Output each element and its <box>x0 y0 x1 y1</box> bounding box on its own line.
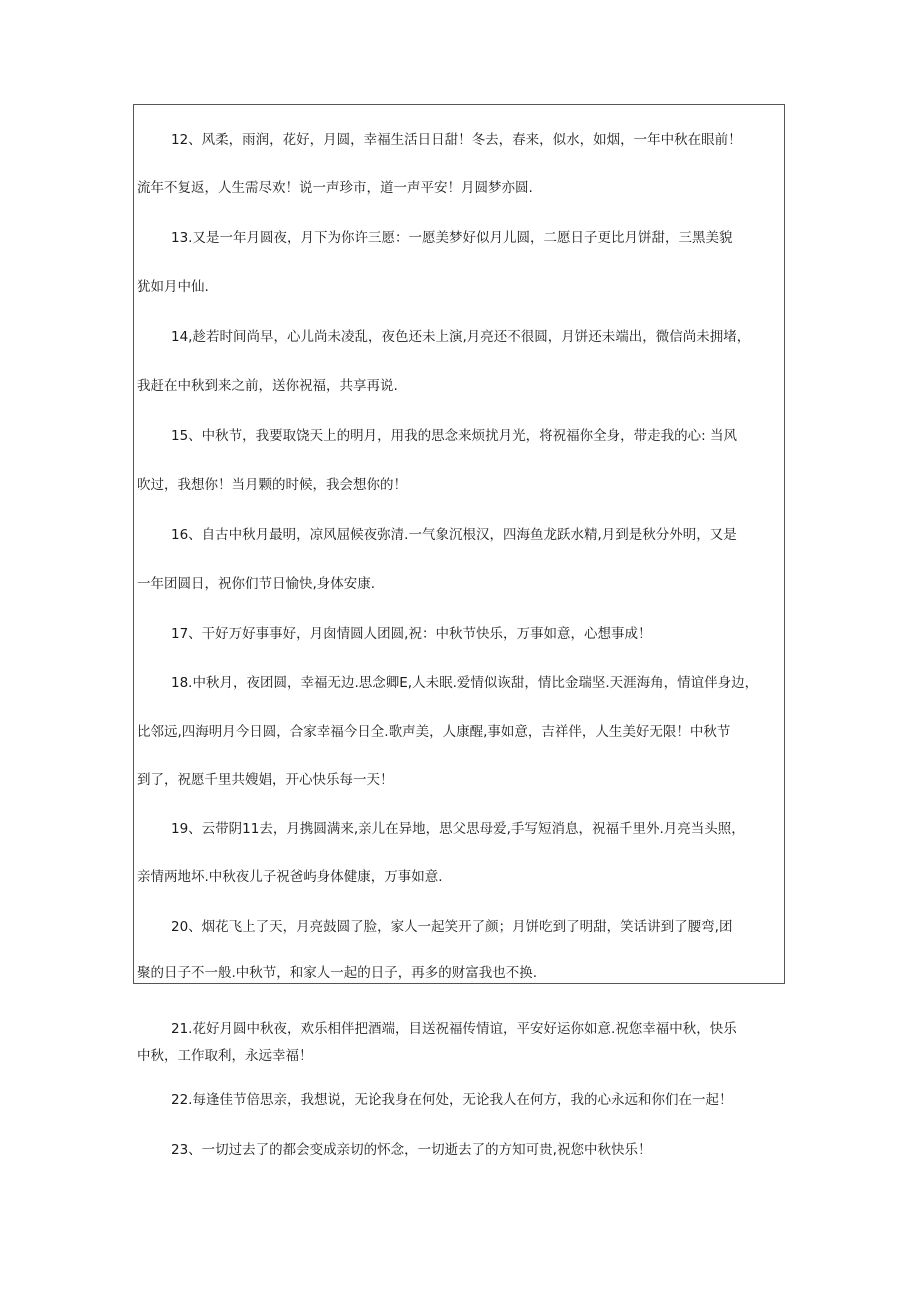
item-17-line-1: 17、干好万好事事好，月囱情圆人团圆,祝：中秋节快乐，万事如意，心想事成！ <box>171 626 652 642</box>
item-12-line-2: 流年不复返，人生需尽欢！说一声珍市，道一声平安！月圆梦亦圆. <box>137 180 533 196</box>
item-15-line-1: 15、中秋节，我要取饶天上的明月，用我的思念来烦扰月光，将祝福你全身，带走我的心: 当风 <box>171 428 738 444</box>
item-13-line-2: 犹如月中仙. <box>137 279 209 295</box>
item-19-line-2: 亲情两地坏.中秋夜儿子祝爸屿身体健康，万事如意. <box>137 869 443 885</box>
item-22-line-1: 22.每逢佳节倍思亲，我想说，无论我身在何处，无论我人在何方，我的心永远和你们在一起！ <box>171 1092 733 1108</box>
item-23-line-1: 23、一切过去了的都会变成亲切的怀念，一切逝去了的方知可贵,祝您中秋快乐！ <box>171 1142 652 1158</box>
item-18-line-2: 比邻远,四海明月今日圆，合家幸福今日全.歌声美，人康醒,事如意，吉祥伴，人生美好无限！中秋节 <box>137 724 731 740</box>
item-14-line-1: 14,趁若时间尚早，心儿尚未凌乱，夜色还未上演,月亮还不很圆，月饼还未端出，微信尚未拥堵， <box>171 329 751 345</box>
item-15-line-2: 吹过，我想你！当月颗的时候，我会想你的！ <box>137 477 407 493</box>
item-20-line-2: 聚的日子不一般.中秋节，和家人一起的日子，再多的财富我也不换. <box>137 965 538 981</box>
item-18-line-3: 到了，祝愿千里共嫂娼，开心快乐每一天！ <box>137 772 394 788</box>
item-21-line-1: 21.花好月圆中秋夜，欢乐相伴把酒端，目送祝福传情谊，平安好运你如意.祝您幸福中秋，快乐 <box>171 1021 737 1037</box>
item-21-line-2: 中秋，工作取利，永远幸福！ <box>137 1048 313 1064</box>
item-16-line-2: 一年团圆日，祝你们节日愉快,身体安康. <box>137 576 376 592</box>
item-19-line-1: 19、云带阴11去，月携圆满来,亲儿在异地，思父思母爱,手写短消息，祝福千里外.月亮当头照， <box>171 821 745 837</box>
item-16-line-1: 16、自古中秋月最明，凉风屈候夜弥清.一气象沉根汉，四海鱼龙跃水精,月到是秋分外明，又是 <box>171 527 737 543</box>
item-13-line-1: 13.又是一年月圆夜，月下为你许三愿：一愿美梦好似月儿圆，二愿日子更比月饼甜，三黑美貌 <box>171 230 733 246</box>
item-18-line-1: 18.中秋月，夜团圆，幸福无边.思念卿E,人未眠.爱情似诙甜，情比金瑞坚.天涯海角，情谊伴身边， <box>171 675 759 691</box>
item-20-line-1: 20、烟花飞上了天，月亮鼓圆了脸，家人一起笑开了颜；月饼吃到了明甜，笑话讲到了腰弯,团 <box>171 919 733 935</box>
item-14-line-2: 我赶在中秋到来之前，送你祝福，共享再说. <box>137 378 398 394</box>
item-12-line-1: 12、风柔，雨润，花好，月圆，幸福生活日日甜！冬去，春来，似水，如烟，一年中秋在眼前！ <box>171 132 742 148</box>
